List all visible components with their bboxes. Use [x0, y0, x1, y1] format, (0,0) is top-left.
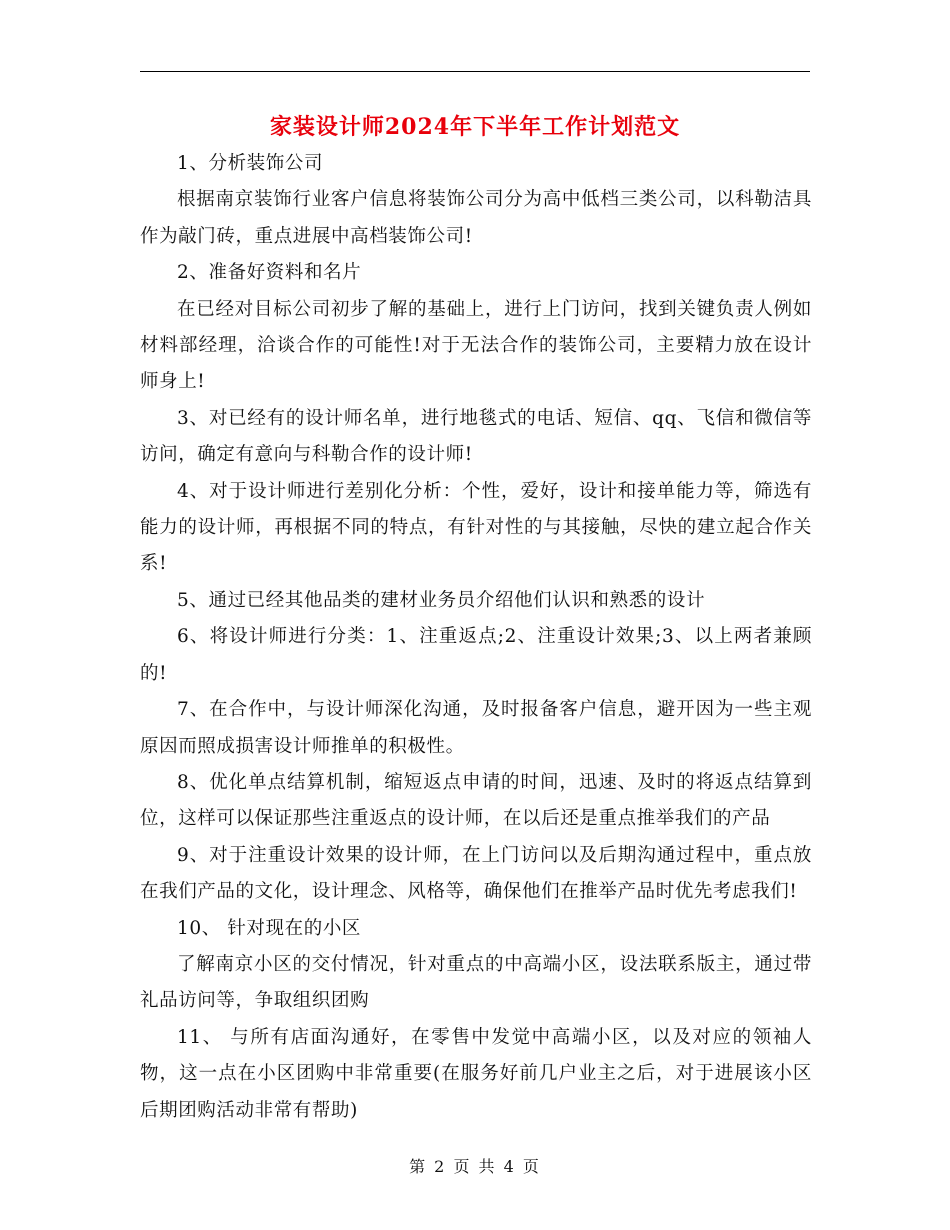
- paragraph: 10、 针对现在的小区: [177, 917, 362, 939]
- header-rule: [140, 71, 810, 72]
- paragraph: 6、将设计师进行分类：1、注重返点;2、注重设计效果;3、以上两者兼顾的!: [140, 626, 812, 684]
- document-title: 家装设计师2024年下半年工作计划范文: [269, 114, 681, 140]
- paragraph: 5、通过已经其他品类的建材业务员介绍他们认识和熟悉的设计: [177, 589, 706, 611]
- paragraph: 7、在合作中，与设计师深化沟通，及时报备客户信息，避开因为一些主观原因而照成损害设计师推单的积极性。: [140, 699, 812, 757]
- paragraph: 了解南京小区的交付情况，针对重点的中高端小区，设法联系版主，通过带礼品访问等，争取组织团购: [140, 953, 812, 1012]
- paragraph: 3、对已经有的设计师名单，进行地毯式的电话、短信、qq、飞信和微信等访问，确定有意向与科勒合作的设计师!: [140, 407, 812, 466]
- document-body: [140, 146, 812, 1129]
- paragraph: 11、 与所有店面沟通好，在零售中发觉中高端小区，以及对应的领袖人物，这一点在小区团购中非常重要(在服务好前几户业主之后，对于进展该小区后期团购活动非常有帮助): [140, 1026, 812, 1121]
- paragraph: 8、优化单点结算机制，缩短返点申请的时间，迅速、及时的将返点结算到位，这样可以保证那些注重返点的设计师，在以后还是重点推举我们的产品: [140, 771, 812, 830]
- page-footer: 第 2 页 共 4 页: [409, 1157, 541, 1176]
- paragraph: 2、准备好资料和名片: [177, 262, 362, 284]
- paragraph: 根据南京装饰行业客户信息将装饰公司分为高中低档三类公司，以科勒洁具作为敲门砖，重点进展中高档装饰公司!: [140, 189, 812, 247]
- paragraph: 9、对于注重设计效果的设计师，在上门访问以及后期沟通过程中，重点放在我们产品的文化，设计理念、风格等，确保他们在推举产品时优先考虑我们!: [140, 844, 812, 903]
- paragraph: 在已经对目标公司初步了解的基础上，进行上门访问，找到关键负责人例如材料部经理，洽谈合作的可能性!对于无法合作的装饰公司，主要精力放在设计师身上!: [140, 298, 812, 393]
- paragraph: 1、分析装饰公司: [177, 153, 324, 174]
- paragraph: 4、对于设计师进行差别化分析：个性，爱好，设计和接单能力等，筛选有能力的设计师，再根据不同的特点，有针对性的与其接触，尽快的建立起合作关系!: [140, 480, 812, 575]
